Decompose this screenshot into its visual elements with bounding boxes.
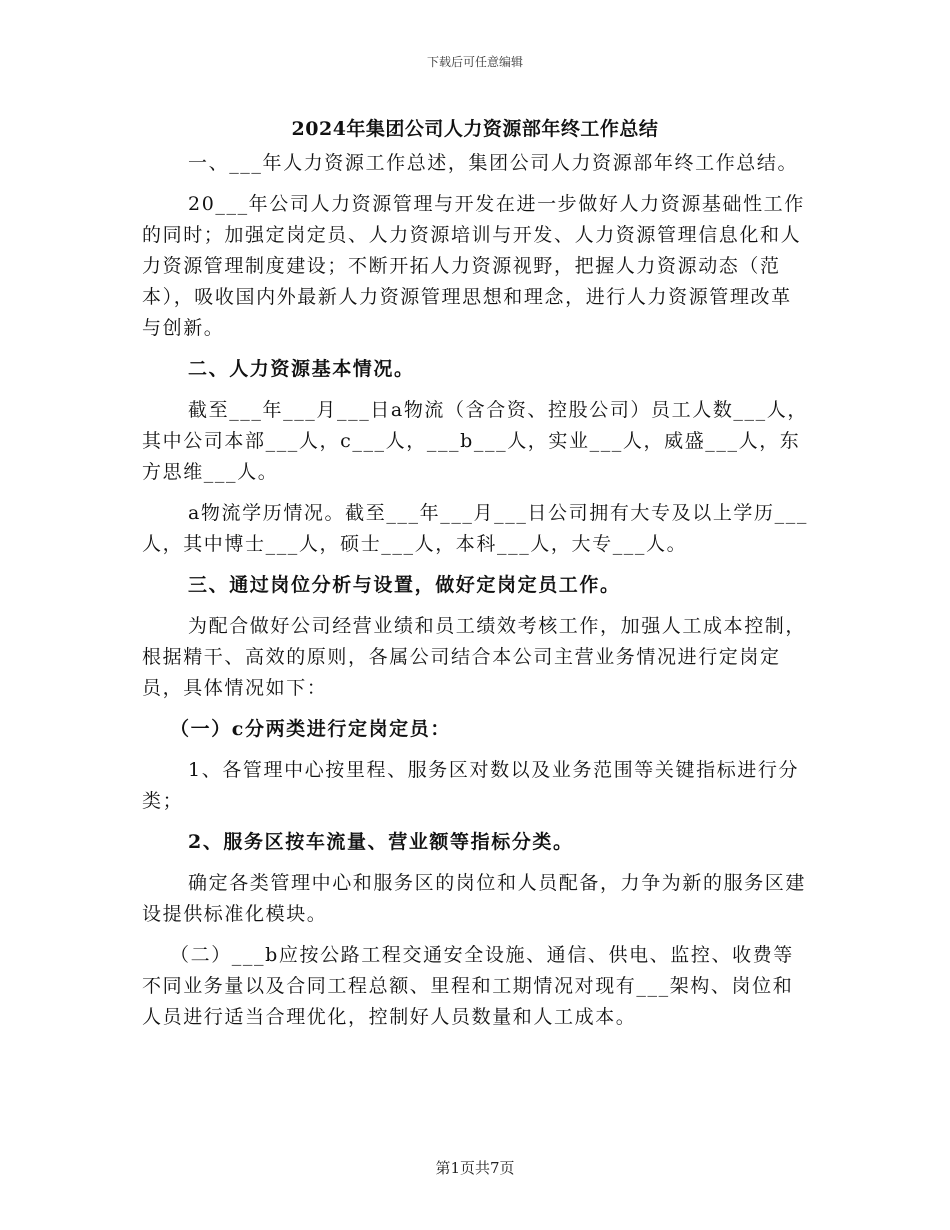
paragraph-modules: 确定各类管理中心和服务区的岗位和人员配备，力争为新的服务区建设提供标准化模块。	[142, 872, 807, 925]
paragraph-item-1: 1、各管理中心按里程、服务区对数以及业务范围等关键指标进行分类；	[142, 759, 800, 812]
paragraph-item-2: 2、服务区按车流量、营业额等指标分类。	[188, 831, 574, 853]
paragraph-staffing: 为配合做好公司经营业绩和员工绩效考核工作，加强人工成本控制，根据精干、高效的原则，各属公司结合本公司主营业务情况进行定岗定员，具体情况如下：	[142, 615, 807, 699]
heading-section-3: 三、通过岗位分析与设置，做好定岗定员工作。	[188, 574, 621, 596]
document-title: 2024年集团公司人力资源部年终工作总结	[291, 118, 659, 140]
paragraph-staff-count: 截至___年___月___日a物流（含合资、控股公司）员工人数___人，其中公司本部___人，c___人，___b___人，实业___人，威盛___人，东方思维___人。	[142, 399, 808, 483]
paragraph-overview: 20___年公司人力资源管理与开发在进一步做好人力资源基础性工作的同时；加强定岗定员、人力资源培训与开发、人力资源管理信息化和人力资源管理制度建设；不断开拓人力资源视野，把握人力资源动态（范本），吸收国内外最新人力资源管理思想和理念，进行人力资源管理改革与创新。	[142, 193, 805, 339]
paragraph-subsection-2: （二）___b应按公路工程交通安全设施、通信、供电、监控、收费等不同业务量以及合同工程总额、里程和工期情况对现有___架构、岗位和人员进行适当合理优化，控制好人员数量和人工成本。	[142, 944, 794, 1028]
paragraph-education: a物流学历情况。截至___年___月___日公司拥有大专及以上学历___人，其中博士___人，硕士___人，本科___人，大专___人。	[142, 502, 808, 555]
page-footer: 第1页共7页	[435, 1159, 515, 1177]
header-note: 下载后可任意编辑	[426, 55, 523, 69]
heading-subsection-1: （一）c分两类进行定岗定员：	[170, 718, 451, 740]
heading-section-2: 二、人力资源基本情况。	[188, 358, 415, 380]
document-body	[142, 148, 810, 1043]
paragraph-intro: 一、___年人力资源工作总述，集团公司人力资源部年终工作总结。	[188, 152, 799, 174]
